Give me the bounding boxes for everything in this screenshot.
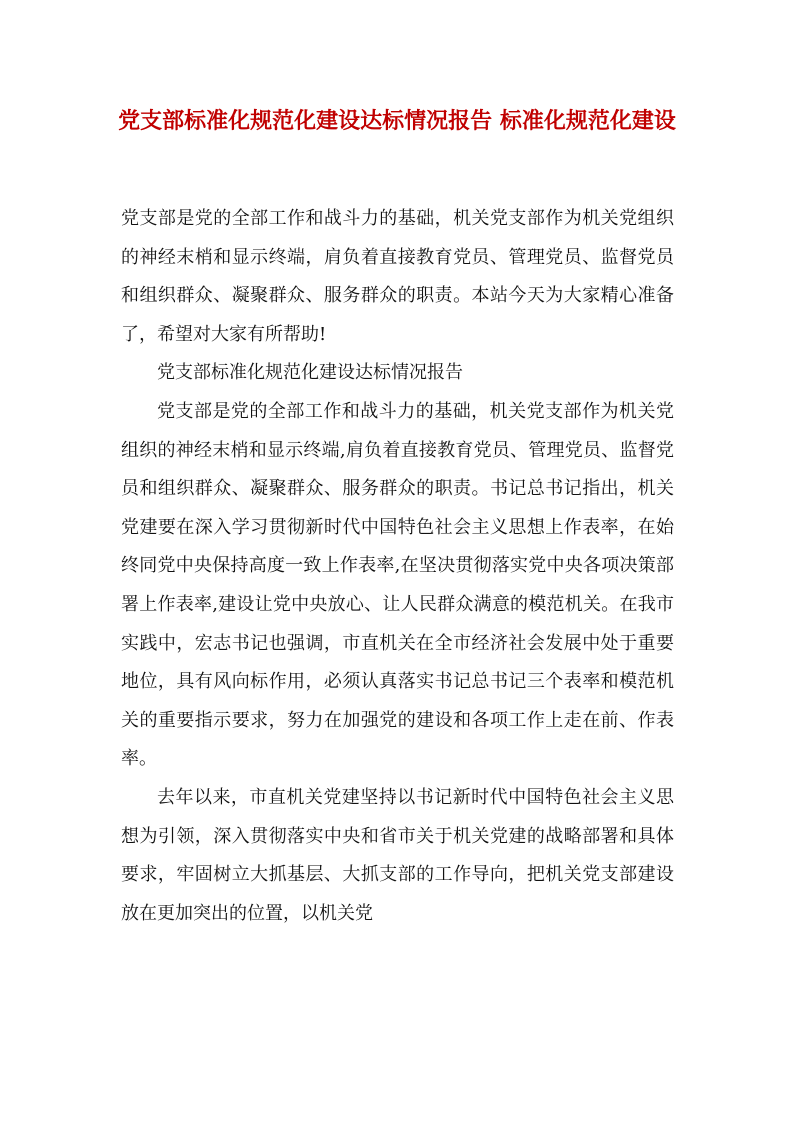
- document-title: 党支部标准化规范化建设达标情况报告 标准化规范化建设: [118, 108, 676, 134]
- body-paragraph: 去年以来，市直机关党建坚持以书记新时代中国特色社会主义思想为引领，深入贯彻落实中央和省市关于机关党建的战略部署和具体要求，牢固树立大抓基层、大抓支部的工作导向，把机关党支部建设放在更加突出的位置，以机关党: [121, 786, 674, 924]
- section-heading: 党支部标准化规范化建设达标情况报告: [157, 362, 463, 384]
- intro-paragraph: 党支部是党的全部工作和战斗力的基础，机关党支部作为机关党组织的神经末梢和显示终端，肩负着直接教育党员、管理党员、监督党员和组织群众、凝聚群众、服务群众的职责。本站今天为大家精心准备了，希望对大家有所帮助!: [121, 208, 674, 345]
- document-body: [121, 200, 674, 933]
- body-paragraph: 党支部是党的全部工作和战斗力的基础，机关党支部作为机关党组织的神经末梢和显示终端,肩负着直接教育党员、管理党员、监督党员和组织群众、凝聚群众、服务群众的职责。书记总书记指出，机关党建要在深入学习贯彻新时代中国特色社会主义思想上作表率，在始终同党中央保持高度一致上作表率,在坚决贯彻落实党中央各项决策部署上作表率,建设让党中央放心、让人民群众满意的模范机关。在我市实践中，宏志书记也强调，市直机关在全市经济社会发展中处于重要地位，具有风向标作用，必须认真落实书记总书记三个表率和模范机关的重要指示要求，努力在加强党的建设和各项工作上走在前、作表率。: [121, 400, 674, 770]
